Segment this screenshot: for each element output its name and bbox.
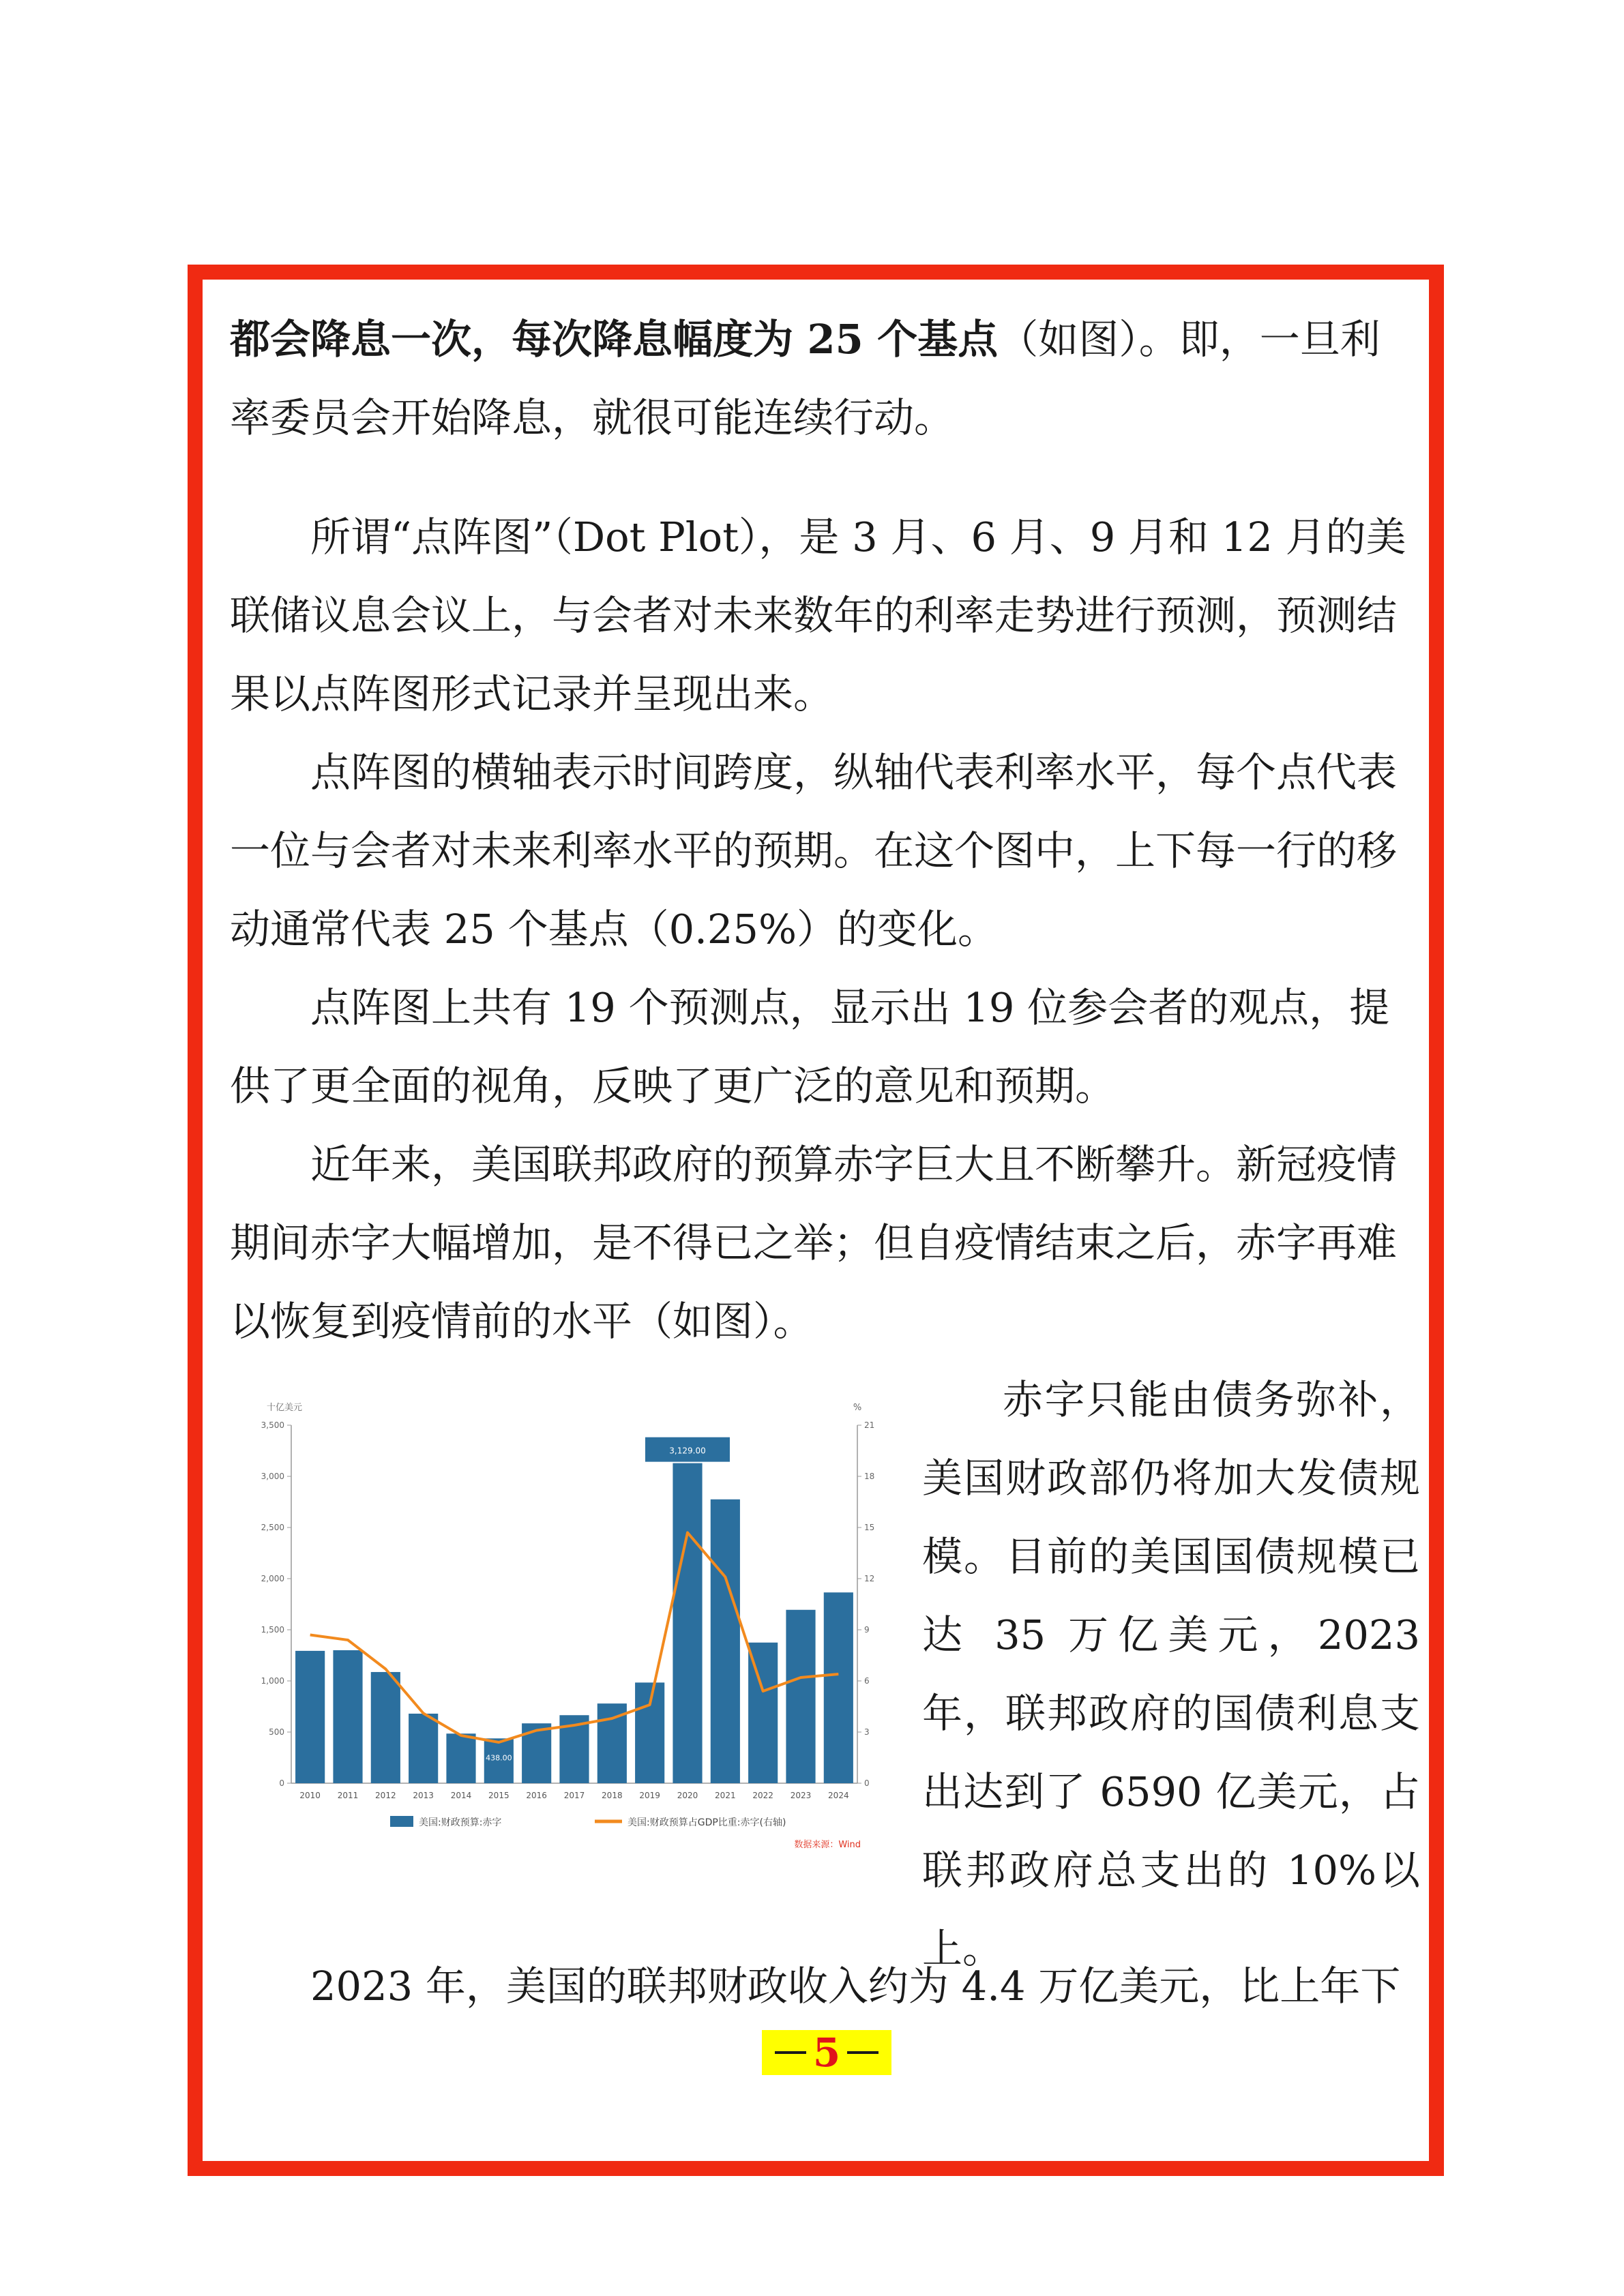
right-tick-label: 3 xyxy=(864,1727,870,1737)
left-tick-label: 3,500 xyxy=(261,1420,284,1430)
x-tick-label: 2023 xyxy=(790,1791,812,1800)
deficit-bar xyxy=(673,1463,702,1783)
paragraph-2: 所谓“点阵图”（Dot Plot），是 3 月、6 月、9 月和 12 月的美联储议息会议上，与会者对未来数年的利率走势进行预测，预测结果以点阵图形式记录并呈现出来。 xyxy=(230,513,1406,717)
paragraph-1 xyxy=(230,300,1417,457)
deficit-bar xyxy=(635,1682,664,1783)
red-border-frame xyxy=(188,265,1444,2176)
left-tick-label: 2,500 xyxy=(261,1523,284,1532)
x-tick-label: 2017 xyxy=(563,1791,585,1800)
x-tick-label: 2011 xyxy=(337,1791,359,1800)
legend-swatch-bars xyxy=(390,1816,413,1827)
x-tick-label: 2010 xyxy=(299,1791,321,1800)
x-tick-label: 2016 xyxy=(526,1791,547,1800)
legend-label-bars: 美国:财政预算:赤字 xyxy=(419,1817,502,1828)
deficit-bar xyxy=(446,1733,475,1783)
left-tick-label: 3,000 xyxy=(261,1472,284,1481)
right-tick-label: 21 xyxy=(864,1420,875,1430)
article-body xyxy=(230,300,1420,2025)
paragraph-7: 2023 年，美国的联邦财政收入约为 4.4 万亿美元，比上年下 xyxy=(310,1963,1401,2010)
paragraph-1-rest: （如图）。即，一旦利率委员会开始降息，就很可能连续行动。 xyxy=(230,316,1381,441)
peak-data-label: 3,129.00 xyxy=(669,1446,706,1456)
deficit-bar xyxy=(786,1610,815,1783)
deficit-chart xyxy=(230,1374,912,1865)
x-tick-label: 2014 xyxy=(450,1791,472,1800)
deficit-bar xyxy=(711,1500,740,1783)
dash-left xyxy=(775,2051,806,2054)
x-tick-label: 2022 xyxy=(752,1791,773,1800)
legend-label-line: 美国:财政预算占GDP比重:赤字(右轴) xyxy=(628,1817,786,1828)
paragraph-4: 点阵图上共有 19 个预测点，显示出 19 位参会者的观点，提供了更全面的视角，反映了更广泛的意见和预期。 xyxy=(230,984,1390,1109)
page-number: 5 xyxy=(812,2029,841,2076)
deficit-bar xyxy=(409,1714,438,1783)
paragraph-1-bold: 都会降息一次，每次降息幅度为 25 个基点 xyxy=(230,316,999,363)
x-tick-label: 2021 xyxy=(715,1791,736,1800)
paragraph-6: 赤字只能由债务弥补，美国财政部仍将加大发债规模。目前的美国国债规模已达 35 万亿美元，2023 年，联邦政府的国债利息支出达到了 6590 亿美元，占联邦政府总支出的 10%以上。 xyxy=(922,1376,1420,1972)
left-tick-label: 2,000 xyxy=(261,1574,284,1583)
left-tick-label: 500 xyxy=(269,1727,284,1737)
source-note: 数据来源：Wind xyxy=(794,1840,861,1850)
x-tick-label: 2018 xyxy=(602,1791,623,1800)
low-data-label: 438.00 xyxy=(486,1753,512,1763)
left-tick-label: 1,000 xyxy=(261,1676,284,1686)
side-text xyxy=(922,1360,1420,1988)
x-tick-label: 2020 xyxy=(677,1791,698,1800)
x-tick-label: 2012 xyxy=(375,1791,396,1800)
dash-right xyxy=(847,2051,879,2054)
deficit-bar xyxy=(824,1592,853,1783)
paragraph-3: 点阵图的横轴表示时间跨度，纵轴代表利率水平，每个点代表一位与会者对未来利率水平的预期。在这个图中，上下每一行的移动通常代表 25 个基点（0.25%）的变化。 xyxy=(230,749,1398,953)
x-tick-label: 2019 xyxy=(639,1791,660,1800)
x-tick-label: 2013 xyxy=(413,1791,434,1800)
right-tick-label: 18 xyxy=(864,1472,875,1481)
right-tick-label: 6 xyxy=(864,1676,870,1686)
x-tick-label: 2024 xyxy=(828,1791,849,1800)
deficit-bar xyxy=(295,1651,325,1783)
deficit-bar xyxy=(333,1650,362,1783)
right-tick-label: 15 xyxy=(864,1523,875,1532)
page-number-badge xyxy=(762,2030,891,2075)
left-unit-label: 十亿美元 xyxy=(266,1403,303,1413)
x-tick-label: 2015 xyxy=(488,1791,510,1800)
right-tick-label: 12 xyxy=(864,1574,875,1583)
deficit-bar xyxy=(371,1672,400,1783)
right-unit-label: % xyxy=(853,1403,862,1413)
left-tick-label: 0 xyxy=(279,1778,284,1788)
left-tick-label: 1,500 xyxy=(261,1625,284,1635)
figure-row xyxy=(230,1360,1420,1972)
right-tick-label: 0 xyxy=(864,1778,870,1788)
right-tick-label: 9 xyxy=(864,1625,870,1635)
paragraph-5: 近年来，美国联邦政府的预算赤字巨大且不断攀升。新冠疫情期间赤字大幅增加，是不得已之举；但自疫情结束之后，赤字再难以恢复到疫情前的水平（如图）。 xyxy=(230,1141,1398,1345)
